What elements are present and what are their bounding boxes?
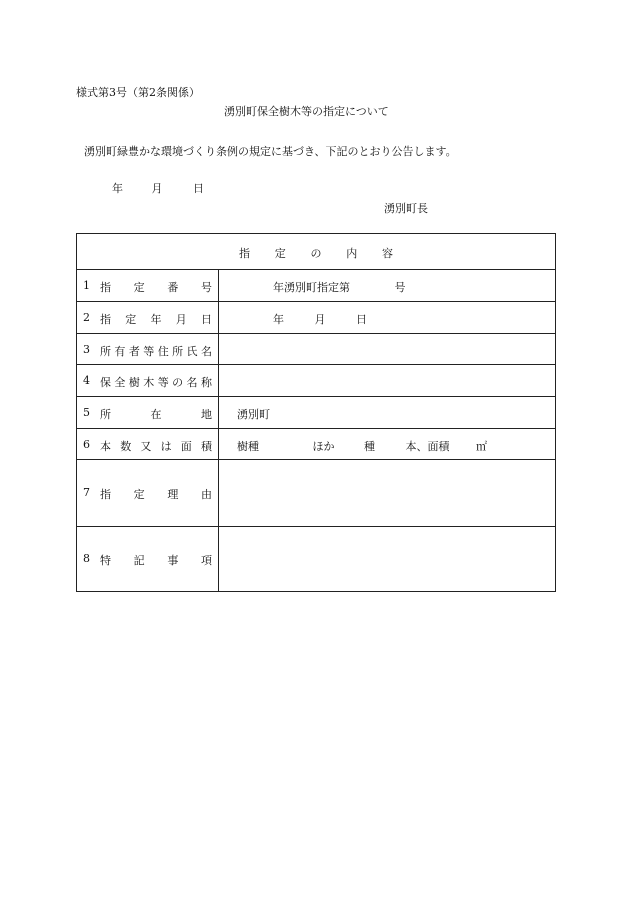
value-day-char: 日 <box>356 313 367 326</box>
table-row-tree-name <box>77 364 555 396</box>
label-char: 木 <box>143 376 155 389</box>
row-number: 3 <box>83 343 90 356</box>
label-char: 定 <box>133 281 145 294</box>
row-label-text <box>100 374 212 390</box>
row-number: 8 <box>83 552 90 565</box>
label-char: 積 <box>200 440 212 453</box>
label-char: 指 <box>100 313 111 326</box>
label-char: 年 <box>150 313 162 326</box>
label-char: 記 <box>133 554 145 567</box>
label-char: 又 <box>140 440 152 453</box>
area-unit <box>476 438 487 454</box>
label-char: 名 <box>200 345 212 358</box>
tree-count-unit: 本、面積 <box>405 440 450 453</box>
row-label-text <box>100 406 212 422</box>
label-char: 日 <box>201 313 212 326</box>
row-label <box>77 527 219 591</box>
row-number: 1 <box>83 279 90 292</box>
table-row-reason <box>77 459 555 526</box>
label-char: 事 <box>167 554 179 567</box>
row-label-text <box>100 552 212 568</box>
label-char: 有 <box>114 345 126 358</box>
row-label-text <box>100 438 212 454</box>
date-year-char: 年 <box>112 182 123 195</box>
designation-table <box>76 233 556 592</box>
label-char: 項 <box>200 554 212 567</box>
label-char: 号 <box>200 281 212 294</box>
label-char: 所 <box>100 345 111 358</box>
designation-date-value <box>273 311 367 327</box>
species-label: 樹種 <box>237 440 259 453</box>
table-header-row <box>77 234 555 269</box>
table-header <box>239 245 393 261</box>
row-label-text <box>100 279 212 295</box>
table-row-remarks <box>77 526 555 591</box>
label-char: 本 <box>100 440 111 453</box>
designation-number-prefix: 年湧別町指定第 <box>273 281 350 294</box>
form-number: 様式第3号（第2条関係） <box>76 86 200 99</box>
row-label <box>77 429 219 459</box>
row-number: 7 <box>83 486 90 499</box>
label-char: 番 <box>167 281 179 294</box>
label-char: 名 <box>186 376 198 389</box>
label-char: 月 <box>175 313 187 326</box>
label-char: 全 <box>114 376 126 389</box>
designation-number-value <box>273 279 406 295</box>
location-value: 湧別町 <box>237 408 270 421</box>
row-number: 2 <box>83 311 90 324</box>
designation-number-suffix: 号 <box>394 281 406 294</box>
row-label <box>77 302 219 333</box>
header-char: 定 <box>274 247 286 260</box>
row-label-text <box>100 311 212 327</box>
notice-text: 湧別町緑豊かな環境づくり条例の規定に基づき、下記のとおり公告します。 <box>84 145 457 158</box>
table-row-location <box>77 396 555 428</box>
label-char: 特 <box>100 554 111 567</box>
label-char: 所 <box>100 408 111 421</box>
row-number: 6 <box>83 438 90 451</box>
label-char: 氏 <box>186 345 198 358</box>
label-char: 等 <box>157 376 169 389</box>
row-label <box>77 270 219 301</box>
label-char: 理 <box>167 488 179 501</box>
label-char: の <box>172 376 184 389</box>
table-row-designation-number <box>77 269 555 301</box>
notice-date <box>112 180 204 196</box>
label-char: 在 <box>150 408 162 421</box>
label-char: 樹 <box>128 376 140 389</box>
document-title: 湧別町保全樹木等の指定について <box>224 105 389 118</box>
label-char: は <box>160 440 172 453</box>
label-char: 定 <box>125 313 137 326</box>
label-char: 地 <box>201 408 212 421</box>
label-char: 定 <box>133 488 145 501</box>
header-char: 内 <box>346 247 358 260</box>
row-label-text <box>100 486 212 502</box>
table-row-owner <box>77 333 555 364</box>
value-year-char: 年 <box>273 313 284 326</box>
count-area-value <box>237 438 487 454</box>
other-label: ほか <box>312 440 335 453</box>
label-char: 者 <box>128 345 140 358</box>
row-label <box>77 460 219 526</box>
label-char: 指 <box>100 281 111 294</box>
label-char: 由 <box>200 488 212 501</box>
header-char: の <box>310 247 322 260</box>
label-char: 保 <box>100 376 111 389</box>
label-char: 面 <box>180 440 192 453</box>
table-row-count-area <box>77 428 555 459</box>
label-char: 数 <box>120 440 132 453</box>
label-char: 住 <box>157 345 169 358</box>
mayor-signature: 湧別町長 <box>384 202 428 215</box>
value-month-char: 月 <box>314 313 326 326</box>
date-day-char: 日 <box>193 182 204 195</box>
species-unit: 種 <box>364 440 375 453</box>
row-number: 5 <box>83 406 90 419</box>
row-label <box>77 365 219 396</box>
label-char: 称 <box>200 376 212 389</box>
date-month-char: 月 <box>151 182 163 195</box>
label-char: 指 <box>100 488 111 501</box>
row-label <box>77 334 219 364</box>
label-char: 等 <box>143 345 155 358</box>
row-number: 4 <box>83 374 90 387</box>
row-label <box>77 397 219 428</box>
table-row-designation-date <box>77 301 555 333</box>
label-char: 所 <box>172 345 184 358</box>
header-char: 指 <box>239 247 250 260</box>
area-unit-text: ㎡ <box>476 440 487 453</box>
header-char: 容 <box>382 247 393 260</box>
row-label-text <box>100 343 212 359</box>
